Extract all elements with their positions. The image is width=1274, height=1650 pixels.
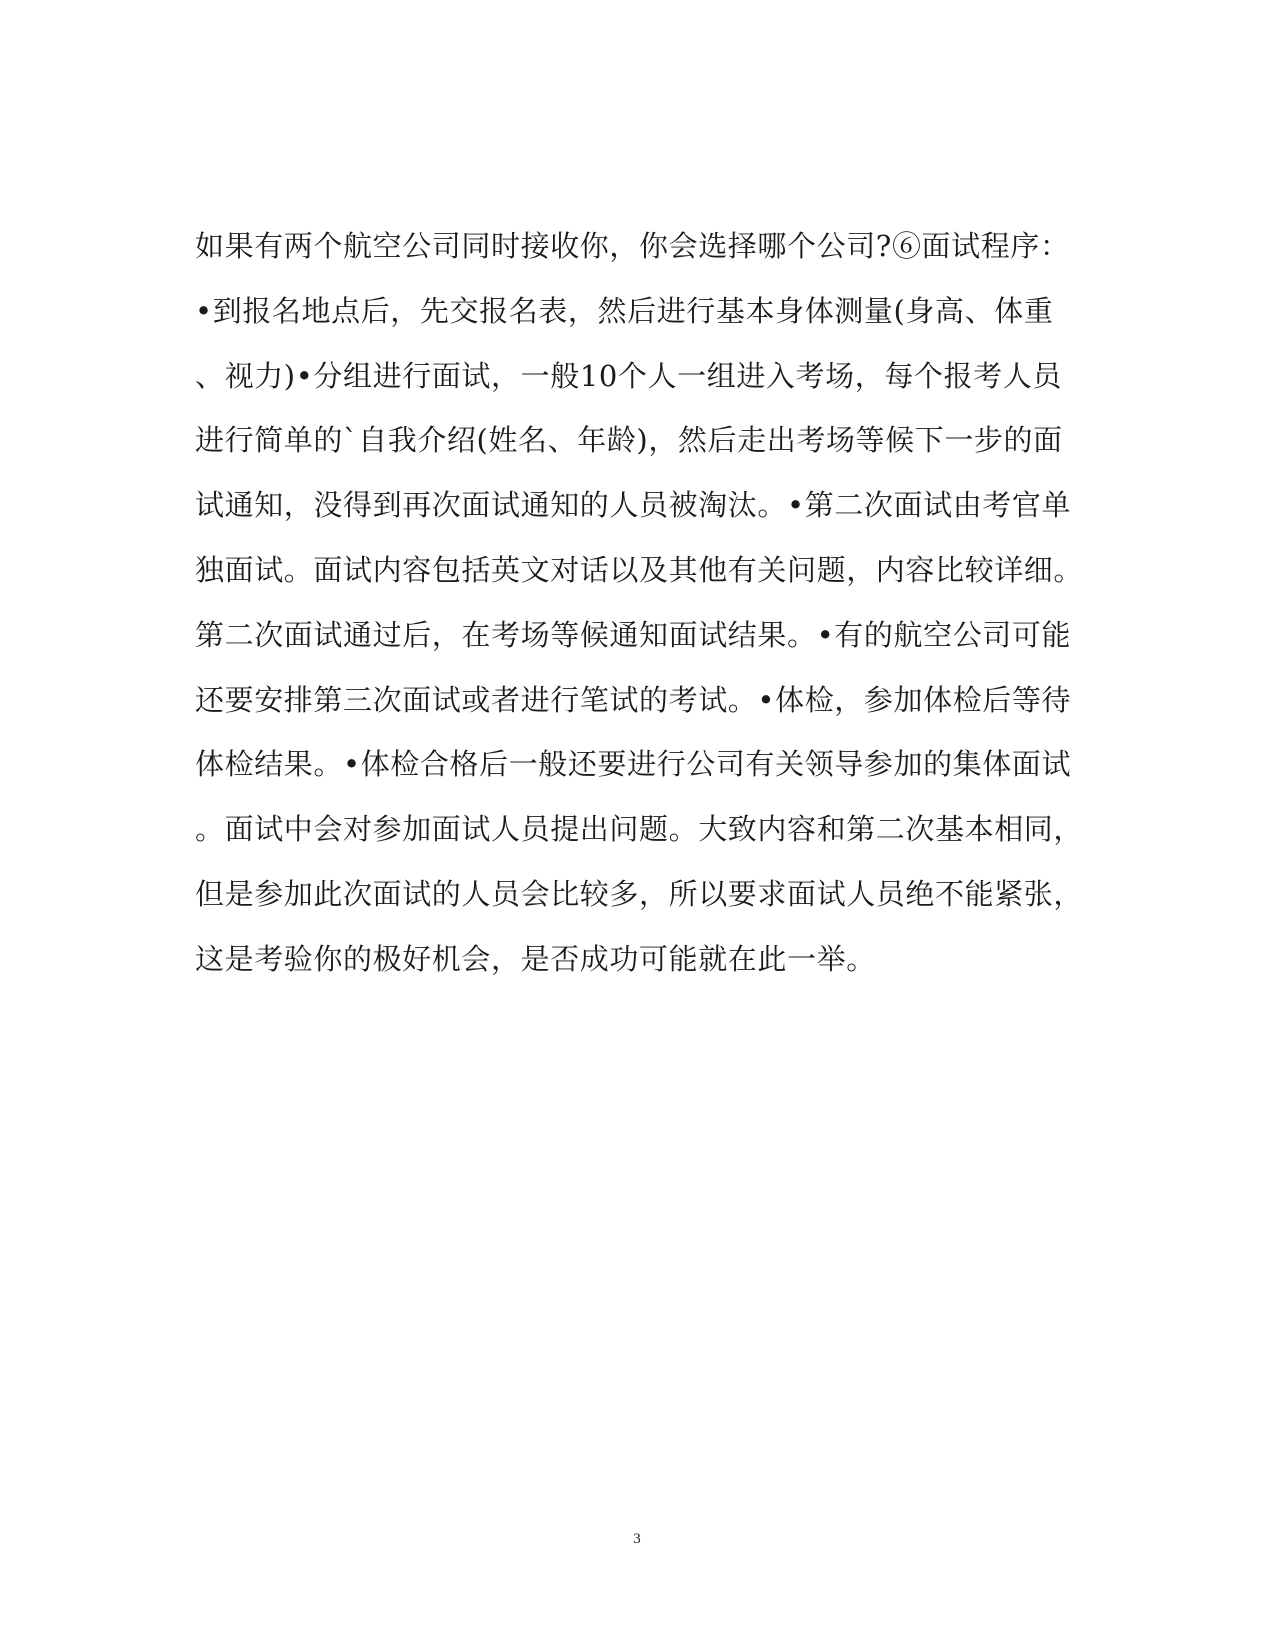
text-line: 如果有两个航空公司同时接收你，你会选择哪个公司?⑥面试程序： <box>195 229 1070 263</box>
page-number: 3 <box>633 1531 641 1547</box>
text-line: 第二次面试通过后，在考场等候通知面试结果。•有的航空公司可能 <box>195 617 1072 652</box>
body-text <box>195 229 1084 1010</box>
text-line: 体检结果。•体检合格后一般还要进行公司有关领导参加的集体面试 <box>195 747 1072 782</box>
text-line: 、视力)•分组进行面试，一般10个人一组进入考场，每个报考人员 <box>195 358 1062 393</box>
text-line: 但是参加此次面试的人员会比较多，所以要求面试人员绝不能紧张， <box>195 876 1084 911</box>
text-line: •到报名地点后，先交报名表，然后进行基本身体测量(身高、体重 <box>195 293 1054 328</box>
text-line: 独面试。面试内容包括英文对话以及其他有关问题，内容比较详细。 <box>195 552 1084 587</box>
text-line: 这是考验你的极好机会，是否成功可能就在此一举。 <box>195 941 876 976</box>
text-line: 还要安排第三次面试或者进行笔试的考试。•体检，参加体检后等待 <box>195 682 1072 717</box>
text-line: 。面试中会对参加面试人员提出问题。大致内容和第二次基本相同， <box>195 812 1084 847</box>
text-line: 试通知，没得到再次面试通知的人员被淘汰。•第二次面试由考官单 <box>195 488 1072 523</box>
text-line: 进行简单的`自我介绍(姓名、年龄)，然后走出考场等候下一步的面 <box>195 423 1063 458</box>
